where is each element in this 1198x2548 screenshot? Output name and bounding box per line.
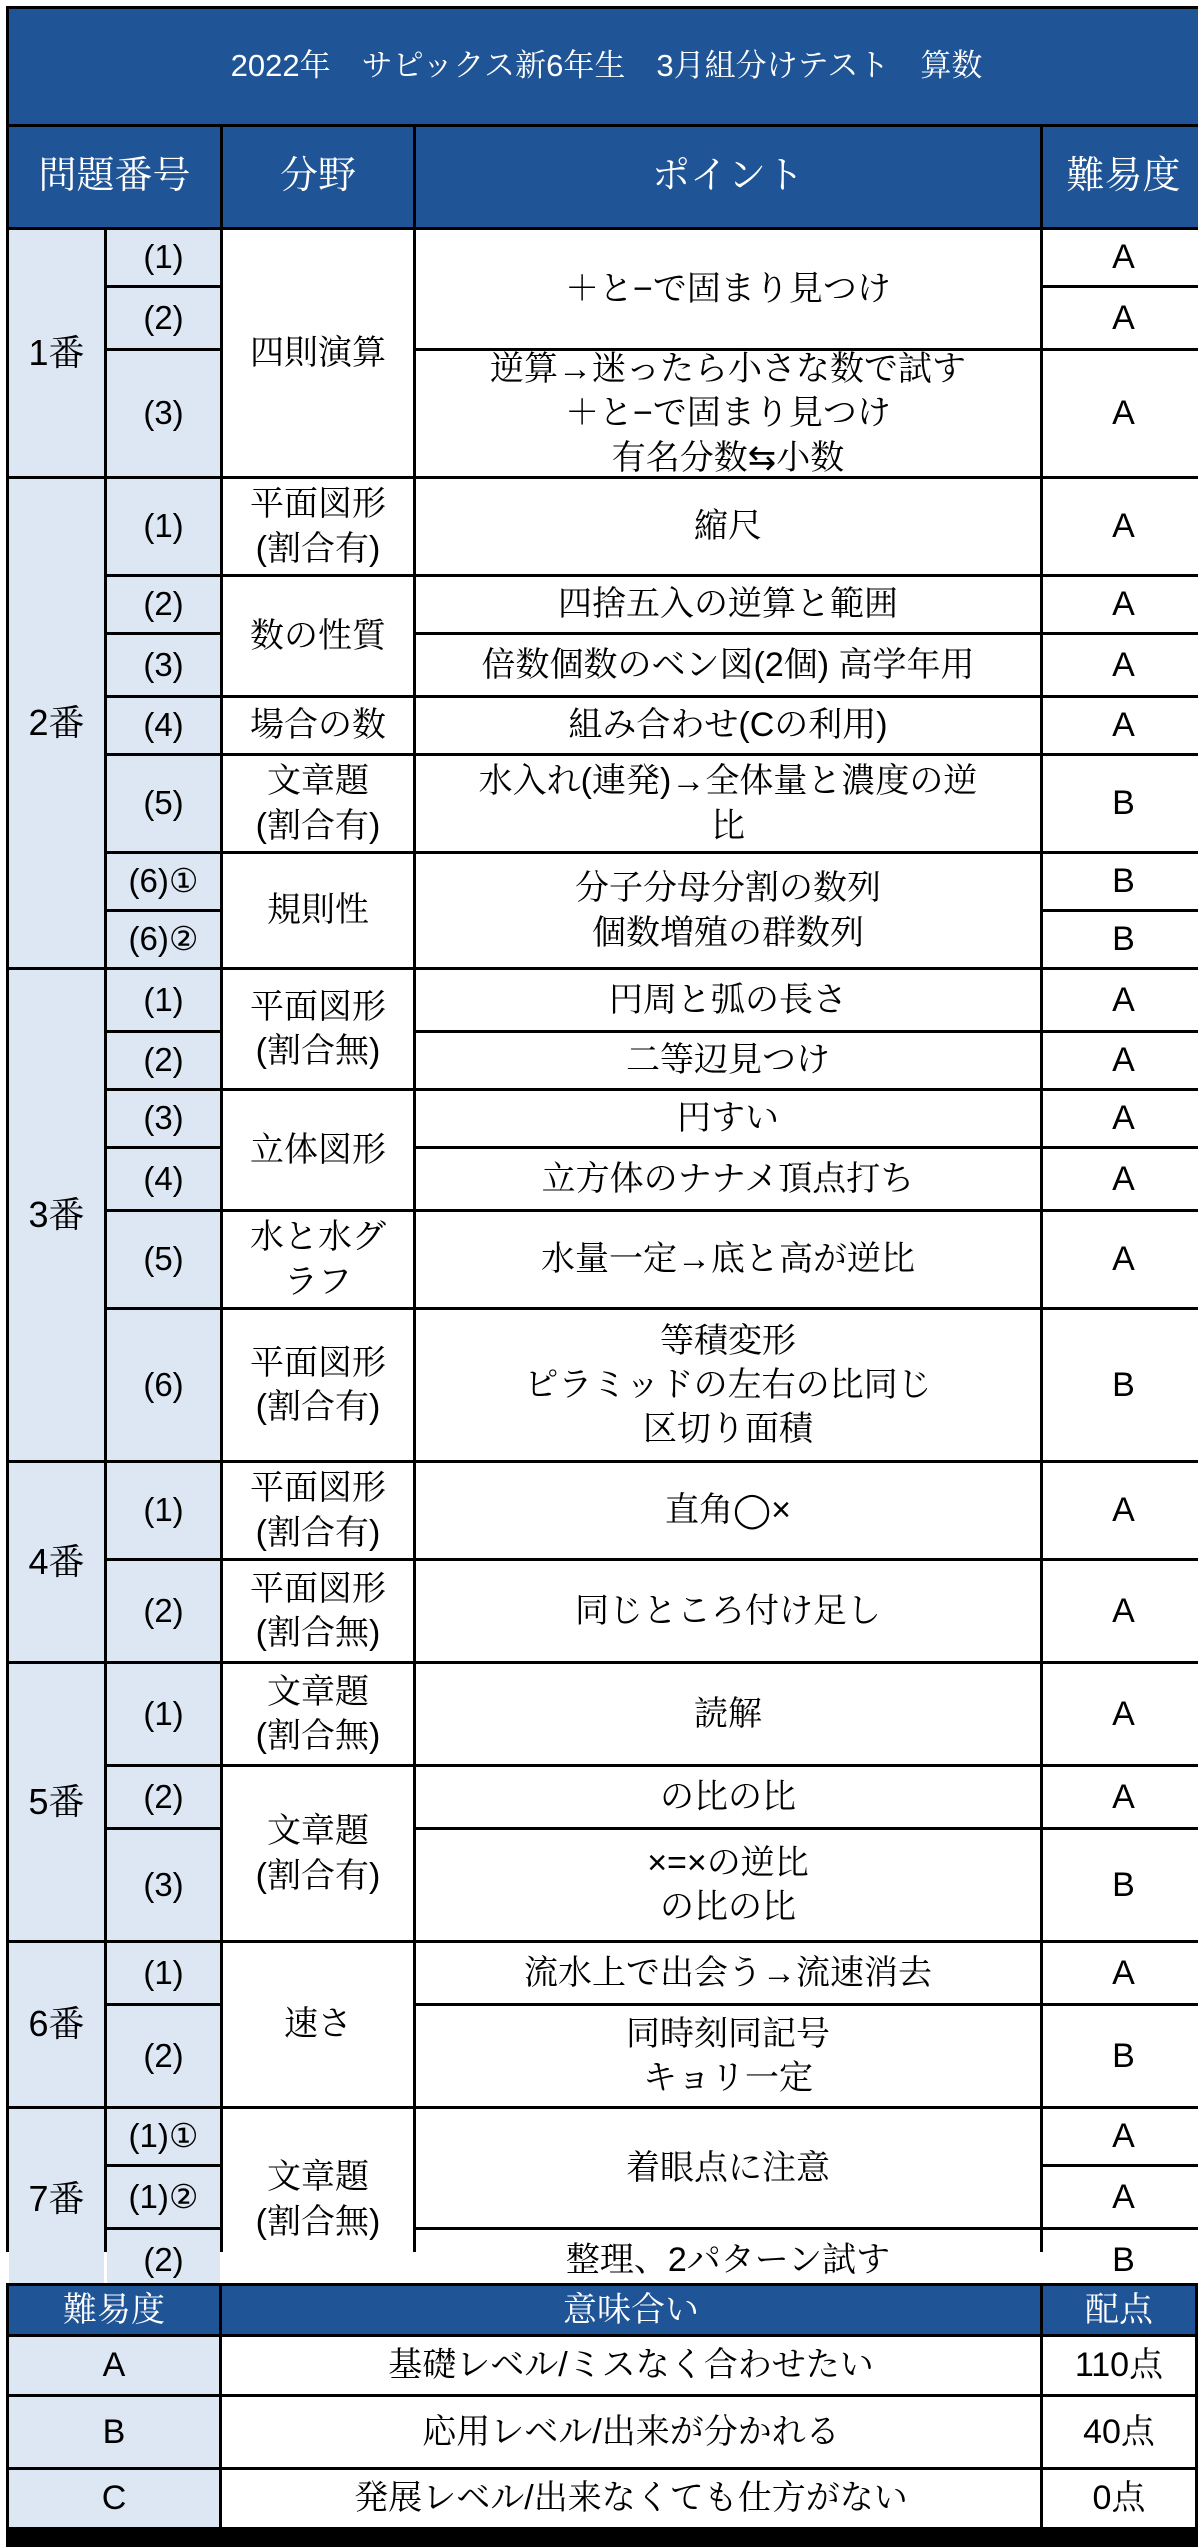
difficulty-cell: A bbox=[1043, 2109, 1198, 2164]
legend-level: A bbox=[9, 2337, 219, 2394]
legend-header-meaning: 意味合い bbox=[222, 2286, 1040, 2334]
difficulty-cell: A bbox=[1043, 1664, 1198, 1764]
difficulty-cell: B bbox=[1043, 756, 1198, 851]
difficulty-cell: A bbox=[1043, 698, 1198, 753]
legend-meaning: 基礎レベル/ミスなく合わせたい bbox=[222, 2337, 1040, 2394]
difficulty-cell: A bbox=[1043, 1149, 1198, 1209]
sub-question: (2) bbox=[107, 2006, 220, 2106]
difficulty-cell: B bbox=[1043, 2006, 1198, 2106]
sub-question: (1) bbox=[107, 1664, 220, 1764]
field-cell: 文章題 (割合有) bbox=[223, 1767, 413, 1940]
sub-question: (5) bbox=[107, 1212, 220, 1307]
sub-question: (3) bbox=[107, 635, 220, 695]
difficulty-cell: A bbox=[1043, 2167, 1198, 2227]
point-cell: 二等辺見つけ bbox=[416, 1033, 1040, 1088]
sub-question: (1) bbox=[107, 1943, 220, 2003]
legend-header-difficulty: 難易度 bbox=[9, 2286, 219, 2334]
difficulty-cell: A bbox=[1043, 970, 1198, 1030]
difficulty-cell: B bbox=[1043, 1310, 1198, 1460]
table-title: 2022年 サピックス新6年生 3月組分けテスト 算数 bbox=[9, 9, 1198, 124]
point-cell: 整理、2パターン試す bbox=[416, 2230, 1040, 2290]
legend-header-score: 配点 bbox=[1043, 2286, 1195, 2334]
field-cell: 平面図形 (割合無) bbox=[223, 1561, 413, 1661]
field-cell: 平面図形 (割合有) bbox=[223, 1310, 413, 1460]
difficulty-cell: A bbox=[1043, 351, 1198, 476]
sub-question: (2) bbox=[107, 1561, 220, 1661]
field-cell: 場合の数 bbox=[223, 698, 413, 753]
point-cell: 等積変形 ピラミッドの左右の比同じ 区切り面積 bbox=[416, 1310, 1040, 1460]
point-cell: 直角◯× bbox=[416, 1463, 1040, 1558]
sub-question: (2) bbox=[107, 1767, 220, 1827]
point-cell: の比の比 bbox=[416, 1767, 1040, 1827]
legend-meaning: 発展レベル/出来なくても仕方がない bbox=[222, 2470, 1040, 2527]
sub-question: (2) bbox=[107, 288, 220, 348]
point-cell: ×=×の逆比 の比の比 bbox=[416, 1830, 1040, 1940]
legend-level: B bbox=[9, 2397, 219, 2467]
field-cell: 平面図形 (割合有) bbox=[223, 1463, 413, 1558]
point-cell: 組み合わせ(Cの利用) bbox=[416, 698, 1040, 753]
sub-question: (1) bbox=[107, 970, 220, 1030]
point-cell: 同時刻同記号 キョリ一定 bbox=[416, 2006, 1040, 2106]
sub-question: (6) bbox=[107, 1310, 220, 1460]
difficulty-cell: B bbox=[1043, 1830, 1198, 1940]
sub-question: (2) bbox=[107, 577, 220, 632]
point-cell: ＋と−で固まり見つけ bbox=[416, 230, 1040, 348]
point-cell: 円周と弧の長さ bbox=[416, 970, 1040, 1030]
legend-level: C bbox=[9, 2470, 219, 2527]
difficulty-cell: A bbox=[1043, 1561, 1198, 1661]
difficulty-cell: A bbox=[1043, 1463, 1198, 1558]
difficulty-cell: A bbox=[1043, 577, 1198, 632]
point-cell: 同じところ付け足し bbox=[416, 1561, 1040, 1661]
field-cell: 速さ bbox=[223, 1943, 413, 2106]
difficulty-cell: A bbox=[1043, 479, 1198, 574]
point-cell: 逆算→迷ったら小さな数で試す ＋と−で固まり見つけ 有名分数⇆小数 bbox=[416, 351, 1040, 476]
field-cell: 文章題 (割合無) bbox=[223, 1664, 413, 1764]
difficulty-cell: B bbox=[1043, 854, 1198, 909]
field-cell: 平面図形 (割合有) bbox=[223, 479, 413, 574]
field-cell: 平面図形 (割合無) bbox=[223, 970, 413, 1088]
question-number: 3番 bbox=[9, 970, 104, 1460]
sub-question: (6)① bbox=[107, 854, 220, 909]
sub-question: (5) bbox=[107, 756, 220, 851]
sub-question: (1)② bbox=[107, 2167, 220, 2227]
difficulty-cell: A bbox=[1043, 635, 1198, 695]
sub-question: (1) bbox=[107, 230, 220, 285]
question-number: 5番 bbox=[9, 1664, 104, 1940]
point-cell: 四捨五入の逆算と範囲 bbox=[416, 577, 1040, 632]
question-number: 1番 bbox=[9, 230, 104, 476]
field-cell: 文章題 (割合有) bbox=[223, 756, 413, 851]
field-cell: 規則性 bbox=[223, 854, 413, 967]
sub-question: (4) bbox=[107, 1149, 220, 1209]
header-point: ポイント bbox=[416, 127, 1040, 227]
sub-question: (4) bbox=[107, 698, 220, 753]
sub-question: (1) bbox=[107, 1463, 220, 1558]
question-number: 7番 bbox=[9, 2109, 104, 2290]
sub-question: (2) bbox=[107, 2230, 220, 2290]
question-number: 2番 bbox=[9, 479, 104, 967]
legend-score: 110点 bbox=[1043, 2337, 1195, 2394]
field-cell: 水と水グ ラフ bbox=[223, 1212, 413, 1307]
difficulty-cell: A bbox=[1043, 230, 1198, 285]
question-number: 4番 bbox=[9, 1463, 104, 1661]
difficulty-cell: A bbox=[1043, 288, 1198, 348]
point-cell: 着眼点に注意 bbox=[416, 2109, 1040, 2227]
field-cell: 文章題 (割合無) bbox=[223, 2109, 413, 2290]
sub-question: (1) bbox=[107, 479, 220, 574]
analysis-table bbox=[6, 6, 1198, 2279]
point-cell: 水入れ(連発)→全体量と濃度の逆 比 bbox=[416, 756, 1040, 851]
header-field: 分野 bbox=[223, 127, 413, 227]
header-question: 問題番号 bbox=[9, 127, 220, 227]
difficulty-cell: A bbox=[1043, 1943, 1198, 2003]
header-difficulty: 難易度 bbox=[1043, 127, 1198, 227]
field-cell: 数の性質 bbox=[223, 577, 413, 695]
difficulty-cell: A bbox=[1043, 1767, 1198, 1827]
point-cell: 読解 bbox=[416, 1664, 1040, 1764]
difficulty-cell: B bbox=[1043, 912, 1198, 967]
sub-question: (3) bbox=[107, 351, 220, 476]
question-number: 6番 bbox=[9, 1943, 104, 2106]
point-cell: 縮尺 bbox=[416, 479, 1040, 574]
legend-score: 40点 bbox=[1043, 2397, 1195, 2467]
point-cell: 流水上で出会う→流速消去 bbox=[416, 1943, 1040, 2003]
field-cell: 立体図形 bbox=[223, 1091, 413, 1209]
field-cell: 四則演算 bbox=[223, 230, 413, 476]
difficulty-cell: A bbox=[1043, 1033, 1198, 1088]
sub-question: (3) bbox=[107, 1830, 220, 1940]
sub-question: (2) bbox=[107, 1033, 220, 1088]
point-cell: 水量一定→底と高が逆比 bbox=[416, 1212, 1040, 1307]
sub-question: (1)① bbox=[107, 2109, 220, 2164]
sub-question: (3) bbox=[107, 1091, 220, 1146]
difficulty-cell: A bbox=[1043, 1091, 1198, 1146]
point-cell: 倍数個数のベン図(2個) 高学年用 bbox=[416, 635, 1040, 695]
legend-score: 0点 bbox=[1043, 2470, 1195, 2527]
point-cell: 立方体のナナメ頂点打ち bbox=[416, 1149, 1040, 1209]
difficulty-legend-table bbox=[6, 2283, 1198, 2547]
point-cell: 円すい bbox=[416, 1091, 1040, 1146]
difficulty-cell: B bbox=[1043, 2230, 1198, 2290]
point-cell: 分子分母分割の数列 個数増殖の群数列 bbox=[416, 854, 1040, 967]
legend-meaning: 応用レベル/出来が分かれる bbox=[222, 2397, 1040, 2467]
sub-question: (6)② bbox=[107, 912, 220, 967]
difficulty-cell: A bbox=[1043, 1212, 1198, 1307]
